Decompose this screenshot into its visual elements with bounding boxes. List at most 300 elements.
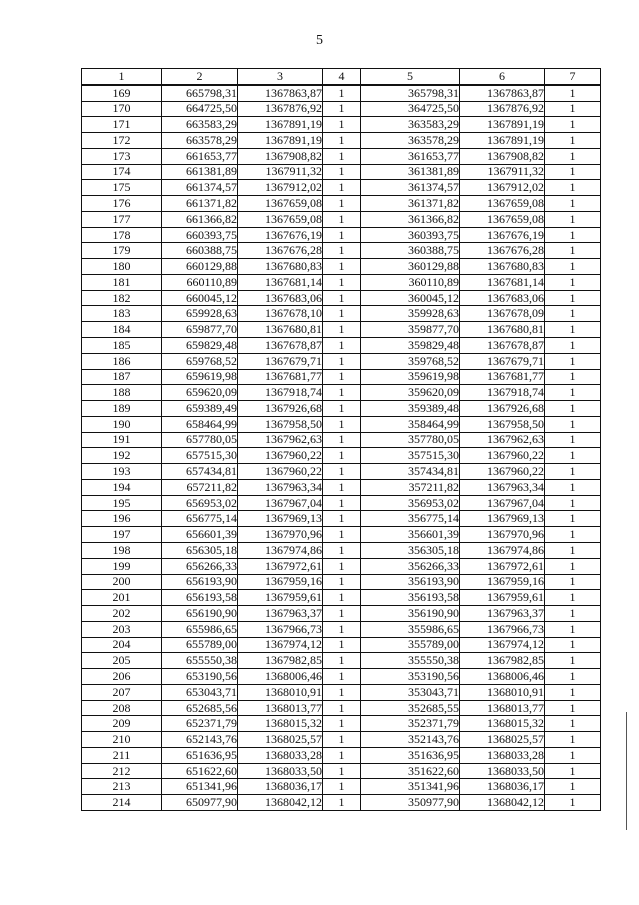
table-cell: 1367962,63 bbox=[238, 432, 323, 448]
table-cell: 205 bbox=[82, 653, 162, 669]
table-cell: 1367680,81 bbox=[460, 322, 545, 338]
table-row bbox=[82, 621, 601, 637]
table-row bbox=[82, 322, 601, 338]
table-cell: 1 bbox=[545, 369, 601, 385]
table-cell: 656190,90 bbox=[162, 606, 238, 622]
table-cell: 359389,48 bbox=[361, 401, 460, 417]
table-cell: 1367959,16 bbox=[460, 574, 545, 590]
table-cell: 1 bbox=[545, 180, 601, 196]
col-header-2: 2 bbox=[162, 69, 238, 85]
table-cell: 656601,39 bbox=[162, 527, 238, 543]
table-cell: 651636,95 bbox=[162, 747, 238, 763]
table-cell: 652371,79 bbox=[162, 716, 238, 732]
table-row bbox=[82, 196, 601, 212]
table-row bbox=[82, 274, 601, 290]
table-cell: 363578,29 bbox=[361, 133, 460, 149]
col-header-6: 6 bbox=[460, 69, 545, 85]
table-cell: 1368015,32 bbox=[460, 716, 545, 732]
table-cell: 1 bbox=[323, 669, 361, 685]
table-cell: 355789,00 bbox=[361, 637, 460, 653]
table-cell: 660393,75 bbox=[162, 227, 238, 243]
table-cell: 202 bbox=[82, 606, 162, 622]
table-cell: 356266,33 bbox=[361, 558, 460, 574]
table-cell: 1367959,16 bbox=[238, 574, 323, 590]
table-cell: 361653,77 bbox=[361, 148, 460, 164]
table-row bbox=[82, 416, 601, 432]
table-cell: 650977,90 bbox=[162, 795, 238, 811]
table-cell: 661366,82 bbox=[162, 211, 238, 227]
table-cell: 1 bbox=[545, 133, 601, 149]
col-header-7: 7 bbox=[545, 69, 601, 85]
table-cell: 659768,52 bbox=[162, 353, 238, 369]
table-cell: 1 bbox=[545, 732, 601, 748]
table-cell: 1 bbox=[545, 621, 601, 637]
table-cell: 1367966,73 bbox=[460, 621, 545, 637]
table-cell: 657211,82 bbox=[162, 479, 238, 495]
table-cell: 182 bbox=[82, 290, 162, 306]
table-cell: 1368036,17 bbox=[238, 779, 323, 795]
table-cell: 1367681,14 bbox=[460, 274, 545, 290]
table-cell: 212 bbox=[82, 763, 162, 779]
table-cell: 197 bbox=[82, 527, 162, 543]
table-cell: 1 bbox=[323, 479, 361, 495]
col-header-5: 5 bbox=[361, 69, 460, 85]
table-cell: 1 bbox=[323, 621, 361, 637]
table-cell: 1367678,10 bbox=[238, 306, 323, 322]
table-cell: 206 bbox=[82, 669, 162, 685]
table-cell: 1 bbox=[323, 353, 361, 369]
table-cell: 660110,89 bbox=[162, 274, 238, 290]
table-cell: 1367974,12 bbox=[238, 637, 323, 653]
table-cell: 1 bbox=[545, 353, 601, 369]
table-row bbox=[82, 117, 601, 133]
table-row bbox=[82, 732, 601, 748]
table-cell: 1 bbox=[545, 637, 601, 653]
table-cell: 656193,90 bbox=[162, 574, 238, 590]
table-cell: 1367960,22 bbox=[460, 464, 545, 480]
table-cell: 1 bbox=[323, 495, 361, 511]
table-cell: 1 bbox=[545, 747, 601, 763]
table-cell: 1 bbox=[545, 669, 601, 685]
table-cell: 175 bbox=[82, 180, 162, 196]
table-cell: 1368025,57 bbox=[238, 732, 323, 748]
table-cell: 1 bbox=[545, 306, 601, 322]
table-cell: 353043,71 bbox=[361, 684, 460, 700]
table-cell: 1367908,82 bbox=[460, 148, 545, 164]
table-cell: 352143,76 bbox=[361, 732, 460, 748]
table-cell: 656266,33 bbox=[162, 558, 238, 574]
table-cell: 661371,82 bbox=[162, 196, 238, 212]
table-cell: 1 bbox=[323, 558, 361, 574]
table-cell: 1367676,28 bbox=[460, 243, 545, 259]
table-cell: 356953,02 bbox=[361, 495, 460, 511]
table-cell: 659877,70 bbox=[162, 322, 238, 338]
table-cell: 361371,82 bbox=[361, 196, 460, 212]
table-cell: 1367911,32 bbox=[460, 164, 545, 180]
table-cell: 355986,65 bbox=[361, 621, 460, 637]
table-cell: 1 bbox=[323, 700, 361, 716]
table-cell: 356601,39 bbox=[361, 527, 460, 543]
table-cell: 1367966,73 bbox=[238, 621, 323, 637]
table-cell: 358464,99 bbox=[361, 416, 460, 432]
table-cell: 1367969,13 bbox=[238, 511, 323, 527]
table-cell: 361366,82 bbox=[361, 211, 460, 227]
table-cell: 360110,89 bbox=[361, 274, 460, 290]
table-row bbox=[82, 211, 601, 227]
table-cell: 1367974,86 bbox=[460, 542, 545, 558]
table-cell: 1 bbox=[545, 558, 601, 574]
table-cell: 653043,71 bbox=[162, 684, 238, 700]
table-cell: 1 bbox=[545, 211, 601, 227]
table-cell: 1 bbox=[323, 196, 361, 212]
table-row bbox=[82, 101, 601, 117]
table-cell: 1 bbox=[545, 464, 601, 480]
table-cell: 1368006,46 bbox=[238, 669, 323, 685]
table-row bbox=[82, 385, 601, 401]
table-cell: 1367972,61 bbox=[460, 558, 545, 574]
table-row bbox=[82, 542, 601, 558]
table-cell: 1 bbox=[323, 464, 361, 480]
table-cell: 359620,09 bbox=[361, 385, 460, 401]
table-cell: 1 bbox=[323, 211, 361, 227]
table-cell: 1 bbox=[323, 259, 361, 275]
table-cell: 1 bbox=[545, 274, 601, 290]
table-cell: 1 bbox=[323, 795, 361, 811]
table-cell: 655550,38 bbox=[162, 653, 238, 669]
table-cell: 179 bbox=[82, 243, 162, 259]
table-cell: 656775,14 bbox=[162, 511, 238, 527]
table-cell: 1 bbox=[323, 606, 361, 622]
table-cell: 1368025,57 bbox=[460, 732, 545, 748]
table-cell: 1367678,87 bbox=[238, 338, 323, 354]
table-cell: 1367681,14 bbox=[238, 274, 323, 290]
table-cell: 1367963,37 bbox=[460, 606, 545, 622]
table-cell: 214 bbox=[82, 795, 162, 811]
table-cell: 1 bbox=[323, 637, 361, 653]
table-cell: 361381,89 bbox=[361, 164, 460, 180]
table-cell: 660388,75 bbox=[162, 243, 238, 259]
table-cell: 1 bbox=[323, 306, 361, 322]
table-cell: 1368013,77 bbox=[460, 700, 545, 716]
table-cell: 1367969,13 bbox=[460, 511, 545, 527]
table-cell: 1367680,81 bbox=[238, 322, 323, 338]
coordinates-table bbox=[81, 68, 601, 811]
table-row bbox=[82, 716, 601, 732]
table-cell: 1368036,17 bbox=[460, 779, 545, 795]
table-cell: 359877,70 bbox=[361, 322, 460, 338]
table-cell: 1 bbox=[545, 148, 601, 164]
table-cell: 204 bbox=[82, 637, 162, 653]
table-cell: 1 bbox=[545, 243, 601, 259]
table-cell: 191 bbox=[82, 432, 162, 448]
table-cell: 1367679,71 bbox=[460, 353, 545, 369]
table-cell: 184 bbox=[82, 322, 162, 338]
table-cell: 1 bbox=[323, 779, 361, 795]
table-cell: 360393,75 bbox=[361, 227, 460, 243]
table-cell: 1 bbox=[545, 290, 601, 306]
table-cell: 659619,98 bbox=[162, 369, 238, 385]
table-body bbox=[82, 85, 601, 811]
table-cell: 1 bbox=[323, 684, 361, 700]
table-cell: 1368042,12 bbox=[460, 795, 545, 811]
table-cell: 660045,12 bbox=[162, 290, 238, 306]
table-cell: 1367926,68 bbox=[238, 401, 323, 417]
table-cell: 1 bbox=[545, 338, 601, 354]
table-row bbox=[82, 243, 601, 259]
table-cell: 356193,90 bbox=[361, 574, 460, 590]
table-cell: 1367680,83 bbox=[238, 259, 323, 275]
table-cell: 1367967,04 bbox=[460, 495, 545, 511]
table-cell: 170 bbox=[82, 101, 162, 117]
table-cell: 1 bbox=[545, 85, 601, 101]
table-row bbox=[82, 495, 601, 511]
table-cell: 365798,31 bbox=[361, 85, 460, 101]
table-cell: 1367683,06 bbox=[238, 290, 323, 306]
table-cell: 1 bbox=[323, 117, 361, 133]
table-cell: 1 bbox=[323, 416, 361, 432]
table-cell: 1367681,77 bbox=[460, 369, 545, 385]
table-row bbox=[82, 464, 601, 480]
table-cell: 1 bbox=[545, 763, 601, 779]
table-cell: 660129,88 bbox=[162, 259, 238, 275]
table-cell: 1 bbox=[323, 574, 361, 590]
table-cell: 657434,81 bbox=[162, 464, 238, 480]
table-cell: 352685,55 bbox=[361, 700, 460, 716]
table-cell: 651622,60 bbox=[162, 763, 238, 779]
table-row bbox=[82, 338, 601, 354]
table-cell: 1 bbox=[323, 527, 361, 543]
table-cell: 1368010,91 bbox=[460, 684, 545, 700]
table-cell: 211 bbox=[82, 747, 162, 763]
table-cell: 1367911,32 bbox=[238, 164, 323, 180]
table-cell: 1368033,28 bbox=[460, 747, 545, 763]
table-row bbox=[82, 164, 601, 180]
table-cell: 178 bbox=[82, 227, 162, 243]
table-cell: 1367960,22 bbox=[460, 448, 545, 464]
table-cell: 194 bbox=[82, 479, 162, 495]
table-cell: 1367678,09 bbox=[460, 306, 545, 322]
table-cell: 188 bbox=[82, 385, 162, 401]
table-row bbox=[82, 401, 601, 417]
page-number: 5 bbox=[316, 33, 323, 48]
table-cell: 1 bbox=[323, 716, 361, 732]
table-cell: 1 bbox=[545, 196, 601, 212]
table-row bbox=[82, 369, 601, 385]
table-cell: 1 bbox=[545, 795, 601, 811]
table-cell: 1367962,63 bbox=[460, 432, 545, 448]
table-cell: 1367970,96 bbox=[460, 527, 545, 543]
table-cell: 1 bbox=[545, 448, 601, 464]
col-header-3: 3 bbox=[238, 69, 323, 85]
table-cell: 655986,65 bbox=[162, 621, 238, 637]
table-cell: 1368042,12 bbox=[238, 795, 323, 811]
table-cell: 661374,57 bbox=[162, 180, 238, 196]
table-cell: 1367912,02 bbox=[238, 180, 323, 196]
table-cell: 1367863,87 bbox=[238, 85, 323, 101]
table-cell: 1367974,86 bbox=[238, 542, 323, 558]
table-cell: 357434,81 bbox=[361, 464, 460, 480]
table-cell: 1367959,61 bbox=[238, 590, 323, 606]
table-row bbox=[82, 432, 601, 448]
table-cell: 1 bbox=[323, 401, 361, 417]
table-cell: 177 bbox=[82, 211, 162, 227]
table-cell: 351622,60 bbox=[361, 763, 460, 779]
table-cell: 203 bbox=[82, 621, 162, 637]
table-cell: 1367891,19 bbox=[238, 117, 323, 133]
table-cell: 1 bbox=[545, 527, 601, 543]
table-cell: 363583,29 bbox=[361, 117, 460, 133]
table-cell: 208 bbox=[82, 700, 162, 716]
table-cell: 198 bbox=[82, 542, 162, 558]
header-row bbox=[82, 69, 601, 85]
table-cell: 652685,56 bbox=[162, 700, 238, 716]
table-cell: 1 bbox=[323, 511, 361, 527]
table-cell: 657515,30 bbox=[162, 448, 238, 464]
table-cell: 359829,48 bbox=[361, 338, 460, 354]
table-cell: 1 bbox=[545, 495, 601, 511]
table-cell: 171 bbox=[82, 117, 162, 133]
table-cell: 356190,90 bbox=[361, 606, 460, 622]
table-cell: 353190,56 bbox=[361, 669, 460, 685]
table-row bbox=[82, 637, 601, 653]
table-cell: 1367963,37 bbox=[238, 606, 323, 622]
table-cell: 1 bbox=[323, 227, 361, 243]
table-cell: 1368006,46 bbox=[460, 669, 545, 685]
table-cell: 1 bbox=[545, 416, 601, 432]
table-cell: 1367958,50 bbox=[460, 416, 545, 432]
table-cell: 1 bbox=[545, 101, 601, 117]
table-cell: 1367974,12 bbox=[460, 637, 545, 653]
table-cell: 189 bbox=[82, 401, 162, 417]
table-cell: 653190,56 bbox=[162, 669, 238, 685]
table-cell: 1 bbox=[545, 117, 601, 133]
table-cell: 1367963,34 bbox=[460, 479, 545, 495]
table-row bbox=[82, 779, 601, 795]
table-cell: 195 bbox=[82, 495, 162, 511]
table-cell: 1368015,32 bbox=[238, 716, 323, 732]
table-cell: 1367926,68 bbox=[460, 401, 545, 417]
table-row bbox=[82, 259, 601, 275]
col-header-1: 1 bbox=[82, 69, 162, 85]
table-cell: 659928,63 bbox=[162, 306, 238, 322]
table-row bbox=[82, 148, 601, 164]
table-cell: 1 bbox=[323, 274, 361, 290]
table-cell: 1367891,19 bbox=[238, 133, 323, 149]
table-cell: 1 bbox=[323, 653, 361, 669]
table-cell: 180 bbox=[82, 259, 162, 275]
table-cell: 1368033,50 bbox=[238, 763, 323, 779]
table-cell: 1367958,50 bbox=[238, 416, 323, 432]
table-cell: 1 bbox=[545, 227, 601, 243]
table-cell: 359928,63 bbox=[361, 306, 460, 322]
table-cell: 1 bbox=[323, 148, 361, 164]
table-row bbox=[82, 795, 601, 811]
table-cell: 1 bbox=[323, 590, 361, 606]
table-cell: 1367863,87 bbox=[460, 85, 545, 101]
table-cell: 1368013,77 bbox=[238, 700, 323, 716]
table-cell: 1367891,19 bbox=[460, 133, 545, 149]
table-cell: 1 bbox=[545, 716, 601, 732]
table-row bbox=[82, 290, 601, 306]
table-cell: 664725,50 bbox=[162, 101, 238, 117]
table-cell: 1 bbox=[323, 432, 361, 448]
table-cell: 169 bbox=[82, 85, 162, 101]
table-cell: 1 bbox=[323, 180, 361, 196]
table-cell: 665798,31 bbox=[162, 85, 238, 101]
table-cell: 213 bbox=[82, 779, 162, 795]
table-cell: 176 bbox=[82, 196, 162, 212]
table-cell: 185 bbox=[82, 338, 162, 354]
table-row bbox=[82, 684, 601, 700]
table-cell: 656305,18 bbox=[162, 542, 238, 558]
table-cell: 193 bbox=[82, 464, 162, 480]
table-cell: 357780,05 bbox=[361, 432, 460, 448]
table-cell: 656953,02 bbox=[162, 495, 238, 511]
table-cell: 1 bbox=[323, 164, 361, 180]
table-cell: 1 bbox=[545, 653, 601, 669]
table-cell: 1 bbox=[323, 385, 361, 401]
table-cell: 200 bbox=[82, 574, 162, 590]
table-cell: 1367676,28 bbox=[238, 243, 323, 259]
table-cell: 1 bbox=[323, 448, 361, 464]
table-cell: 1 bbox=[545, 542, 601, 558]
table-row bbox=[82, 306, 601, 322]
table-cell: 656193,58 bbox=[162, 590, 238, 606]
table-row bbox=[82, 590, 601, 606]
table-cell: 1367678,87 bbox=[460, 338, 545, 354]
table-cell: 1 bbox=[545, 259, 601, 275]
table-cell: 659829,48 bbox=[162, 338, 238, 354]
table-cell: 190 bbox=[82, 416, 162, 432]
table-row bbox=[82, 606, 601, 622]
table-cell: 359768,52 bbox=[361, 353, 460, 369]
table-cell: 360045,12 bbox=[361, 290, 460, 306]
table-row bbox=[82, 747, 601, 763]
table-cell: 356775,14 bbox=[361, 511, 460, 527]
table-cell: 1 bbox=[323, 763, 361, 779]
table-cell: 1 bbox=[323, 243, 361, 259]
table-cell: 1367959,61 bbox=[460, 590, 545, 606]
table-cell: 1367876,92 bbox=[460, 101, 545, 117]
table-cell: 360129,88 bbox=[361, 259, 460, 275]
table-cell: 1367676,19 bbox=[460, 227, 545, 243]
table-cell: 351636,95 bbox=[361, 747, 460, 763]
table-cell: 658464,99 bbox=[162, 416, 238, 432]
table-cell: 1 bbox=[545, 401, 601, 417]
table-cell: 187 bbox=[82, 369, 162, 385]
table-cell: 196 bbox=[82, 511, 162, 527]
table-cell: 207 bbox=[82, 684, 162, 700]
table-cell: 1 bbox=[323, 747, 361, 763]
table-cell: 357211,82 bbox=[361, 479, 460, 495]
table-cell: 1 bbox=[323, 369, 361, 385]
table-cell: 1367982,85 bbox=[460, 653, 545, 669]
table-cell: 1 bbox=[323, 133, 361, 149]
table-cell: 1 bbox=[323, 542, 361, 558]
table-cell: 186 bbox=[82, 353, 162, 369]
table-cell: 655789,00 bbox=[162, 637, 238, 653]
table-cell: 1368033,28 bbox=[238, 747, 323, 763]
table-cell: 1367963,34 bbox=[238, 479, 323, 495]
table-cell: 360388,75 bbox=[361, 243, 460, 259]
table-cell: 1367679,71 bbox=[238, 353, 323, 369]
table-row bbox=[82, 448, 601, 464]
table-cell: 1 bbox=[545, 684, 601, 700]
table-cell: 357515,30 bbox=[361, 448, 460, 464]
table-cell: 1367659,08 bbox=[238, 211, 323, 227]
table-cell: 1 bbox=[323, 85, 361, 101]
table-cell: 355550,38 bbox=[361, 653, 460, 669]
